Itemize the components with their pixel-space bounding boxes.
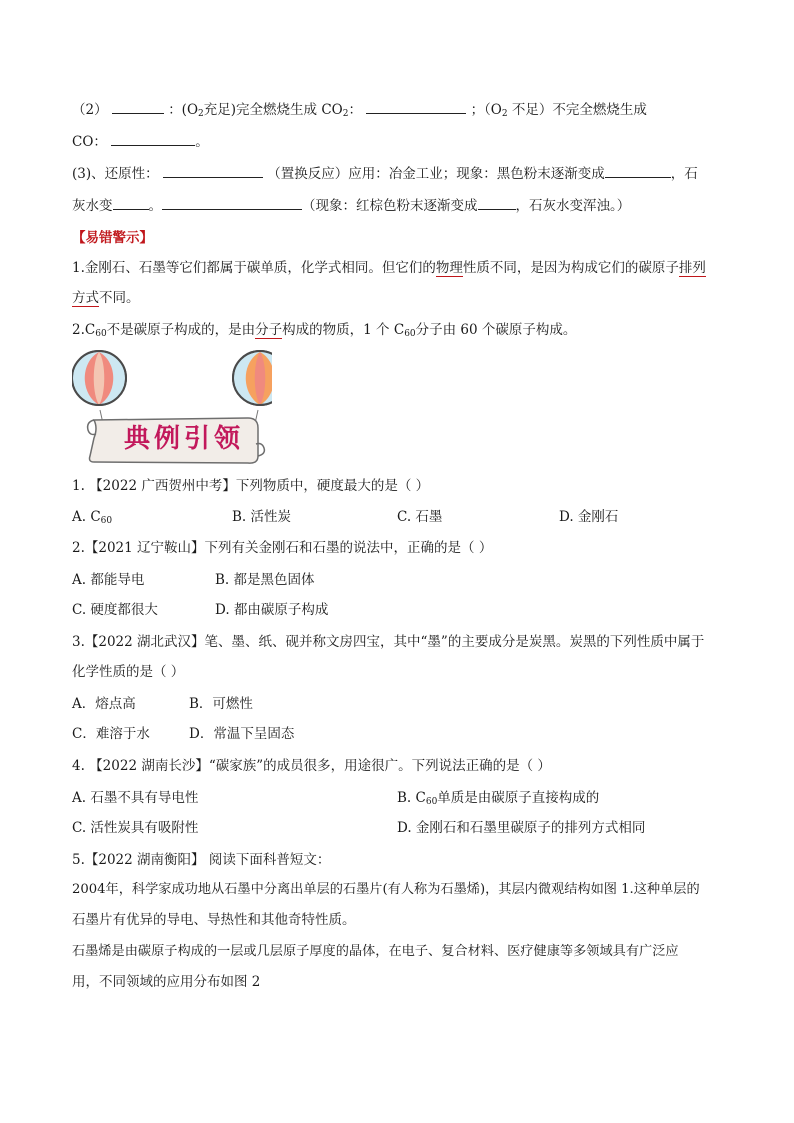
- combustion-line-2: CO： 。: [72, 134, 209, 150]
- question-2-stem: 2.【2021 辽宁鞍山】下列有关金刚石和石墨的说法中，正确的是（ ）: [72, 540, 493, 556]
- warning-heading: 【易错警示】: [72, 230, 153, 246]
- combustion-line-1: （2） ：($O_2$充足)完全燃烧生成 $CO_2$： ；（$O_2$ 不足）不完全燃烧生成: [72, 102, 647, 119]
- answer-blank[interactable]: [163, 165, 263, 178]
- question-5-stem: 5.【2022 湖南衡阳】 阅读下面科普短文：: [72, 852, 331, 868]
- question-4-stem: 4. 【2022 湖南长沙】“碳家族”的成员很多，用途很广。下列说法正确的是（ ）: [72, 758, 551, 774]
- question-1-stem: 1. 【2022 广西贺州中考】下列物质中，硬度最大的是（ ）: [72, 478, 430, 494]
- answer-blank[interactable]: [113, 197, 149, 210]
- warning-point-1-cont: 方式不同。: [72, 290, 140, 306]
- answer-blank[interactable]: [366, 101, 466, 114]
- q2-option-c[interactable]: C. 硬度都很大: [72, 602, 158, 618]
- right-balloon-icon: [233, 351, 272, 405]
- q4-option-a[interactable]: A. 石墨不具有导电性: [72, 790, 199, 806]
- reduction-line-1: (3)、还原性： （置换反应）应用：冶金工业；现象：黑色粉末逐渐变成 ，石: [72, 166, 698, 182]
- question-3-stem-cont: 化学性质的是（ ）: [72, 664, 185, 680]
- banner-text: 典例引领: [123, 424, 244, 454]
- reduction-line-2: 灰水变 。 （现象：红棕色粉末逐渐变成 ，石灰水变浑浊。）: [72, 198, 631, 214]
- answer-blank[interactable]: [111, 133, 195, 146]
- q5-paragraph-1: 2004年，科学家成功地从石墨中分离出单层的石墨片(有人称为石墨烯)，其层内微观结构如图 1.这种单层的: [72, 882, 700, 897]
- warning-point-1: 1.金刚石、石墨等它们都属于碳单质，化学式相同。但它们的物理性质不同，是因为构成它们的碳原子排列: [72, 260, 706, 276]
- q2-option-d[interactable]: D. 都由碳原子构成: [215, 602, 329, 618]
- q1-option-a[interactable]: A. $C_{60}$: [72, 509, 113, 526]
- left-balloon-icon: [72, 351, 126, 405]
- answer-blank[interactable]: [478, 197, 516, 210]
- q4-option-b[interactable]: B. $C_{60}$单质是由碳原子直接构成的: [397, 790, 600, 807]
- warning-point-2: $2.C_{60}$不是碳原子构成的，是由分子构成的物质，1 个 $C_{60}$分子由 60 个碳原子构成。: [72, 322, 577, 339]
- answer-blank[interactable]: [605, 165, 671, 178]
- q4-option-d[interactable]: D. 金刚石和石墨里碳原子的排列方式相同: [397, 820, 646, 836]
- q4-option-c[interactable]: C. 活性炭具有吸附性: [72, 820, 199, 836]
- q5-paragraph-2-cont: 用，不同领域的应用分布如图 2: [72, 974, 261, 990]
- q1-option-b[interactable]: B. 活性炭: [232, 509, 292, 525]
- question-3-stem: 3.【2022 湖北武汉】笔、墨、纸、砚并称文房四宝，其中“墨”的主要成分是炭黑。炭黑的下列性质中属于: [72, 634, 705, 650]
- q3-option-a[interactable]: A．熔点高: [72, 696, 136, 712]
- example-banner: [72, 348, 272, 466]
- q5-paragraph-2: 石墨烯是由碳原子构成的一层或几层原子厚度的晶体，在电子、复合材料、医疗健康等多领域具有广泛应: [72, 944, 679, 959]
- q2-option-a[interactable]: A. 都能导电: [72, 572, 145, 588]
- answer-blank[interactable]: [112, 101, 164, 114]
- q5-paragraph-1-cont: 石墨片有优异的导电、导热性和其他奇特性质。: [72, 912, 356, 928]
- q1-option-d[interactable]: D. 金刚石: [559, 509, 619, 525]
- q1-option-c[interactable]: C. 石墨: [397, 509, 443, 525]
- q3-option-b[interactable]: B．可燃性: [189, 696, 253, 712]
- q3-option-c[interactable]: C．难溶于水: [72, 726, 150, 742]
- answer-blank[interactable]: [162, 197, 302, 210]
- q3-option-d[interactable]: D．常温下呈固态: [189, 726, 295, 742]
- q2-option-b[interactable]: B. 都是黑色固体: [215, 572, 315, 588]
